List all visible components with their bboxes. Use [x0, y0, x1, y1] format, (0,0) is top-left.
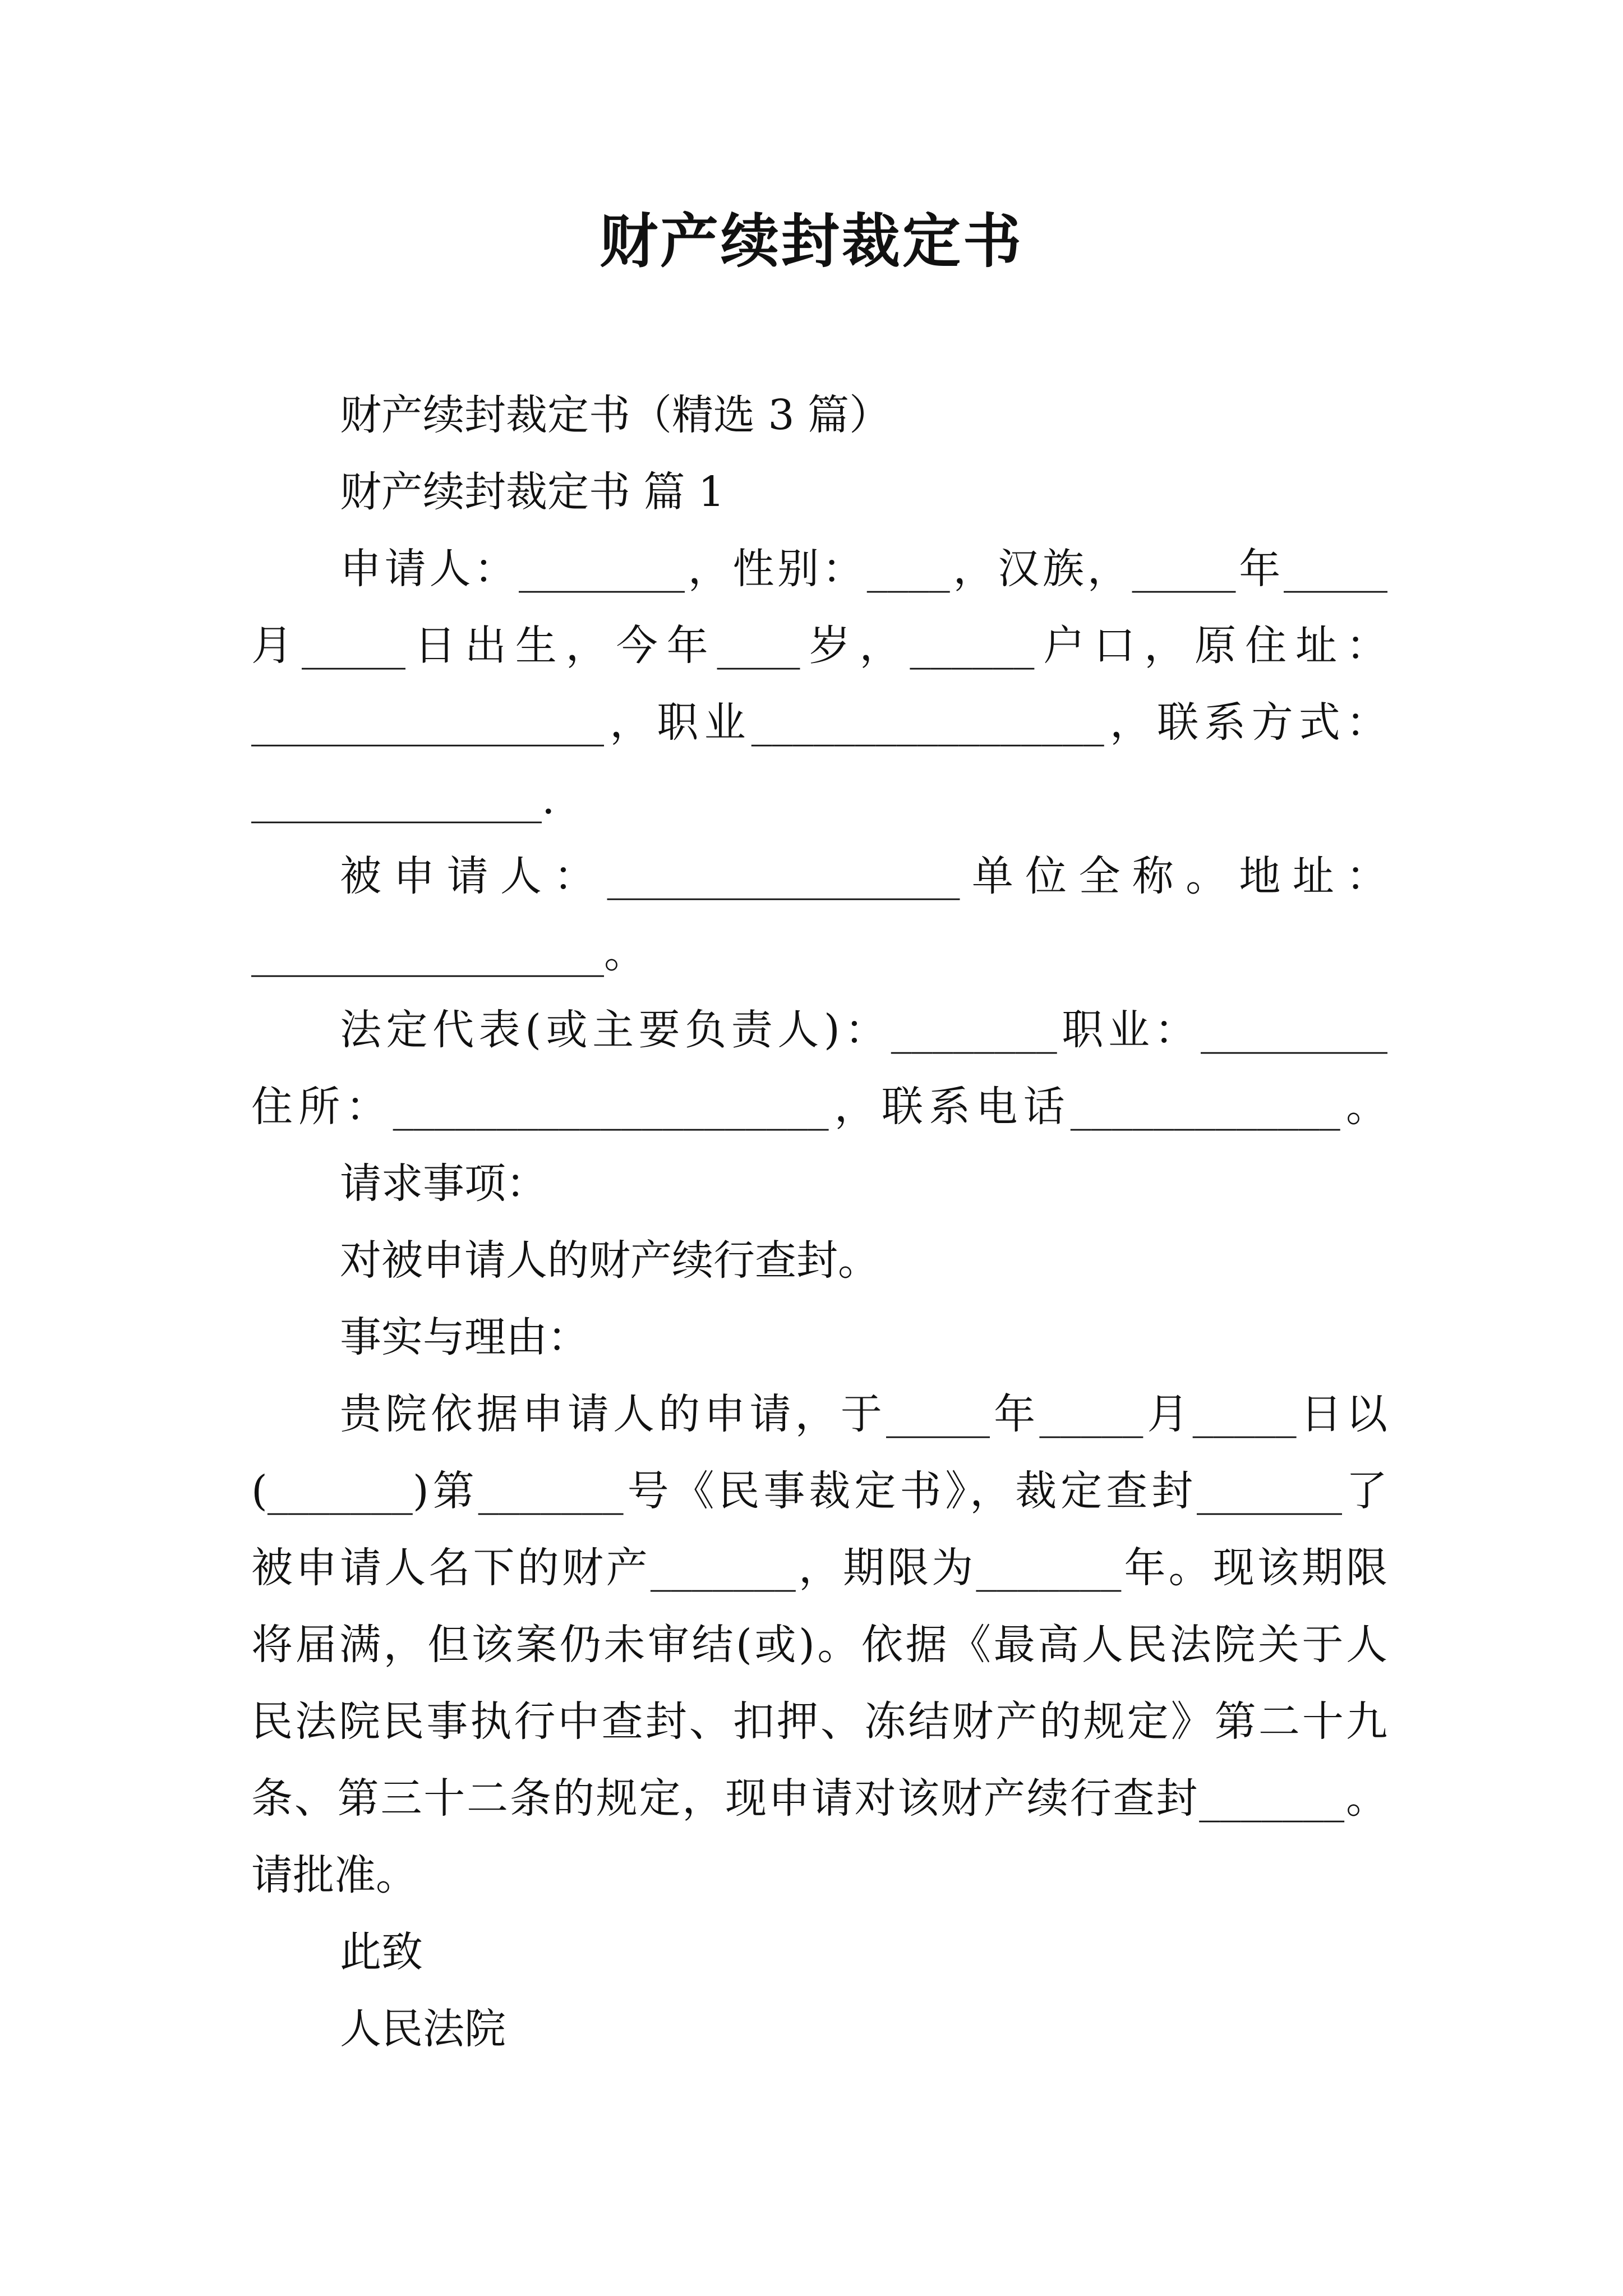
facts-line-3: 被申请人名下的财产_______，期限为_______年。现该期限 — [251, 1544, 1387, 1592]
subtitle-line: 财产续封裁定书（精选 3 篇） — [340, 391, 891, 439]
respondent-line-1: 被申请人：_________________单位全称。地址： — [340, 852, 1387, 900]
legal-rep-line: 法定代表(或主要负责人)：________职业：_________ — [340, 1006, 1387, 1054]
applicant-line-3: _________________，职业_________________，联系方式： — [251, 698, 1387, 747]
document-body — [251, 377, 1387, 2068]
facts-line-4: 将届满，但该案仍未审结(或)。依据《最高人民法院关于人 — [251, 1621, 1387, 1669]
facts-line-5: 民法院民事执行中查封、扣押、冻结财产的规定》第二十九 — [251, 1697, 1387, 1746]
facts-heading: 事实与理由： — [340, 1313, 589, 1361]
court-line: 人民法院 — [340, 2005, 506, 2053]
applicant-line-2: 月_____日出生，今年____岁，______户口，原住址： — [251, 622, 1387, 670]
document-title: 财产续封裁定书 — [599, 207, 1023, 275]
request-content: 对被申请人的财产续行查封。 — [340, 1236, 879, 1285]
facts-line-1: 贵院依据申请人的申请，于_____年_____月_____日以 — [340, 1390, 1387, 1438]
closing-line: 此致 — [340, 1928, 423, 1976]
facts-line-6: 条、第三十二条的规定，现申请对该财产续行查封_______。 — [251, 1774, 1387, 1823]
facts-line-2: (_______)第_______号《民事裁定书》，裁定查封_______了 — [251, 1467, 1387, 1515]
section-heading: 财产续封裁定书 篇 1 — [340, 468, 725, 516]
request-heading: 请求事项： — [340, 1159, 547, 1208]
address-phone-line: 住所：_____________________，联系电话_____________。 — [251, 1083, 1387, 1131]
applicant-line-1: 申请人：________，性别：____，汉族，_____年_____ — [340, 545, 1387, 593]
applicant-line-4: ______________. — [251, 775, 555, 823]
facts-line-7: 请批准。 — [251, 1851, 417, 1899]
respondent-line-2: _________________。 — [251, 929, 645, 977]
